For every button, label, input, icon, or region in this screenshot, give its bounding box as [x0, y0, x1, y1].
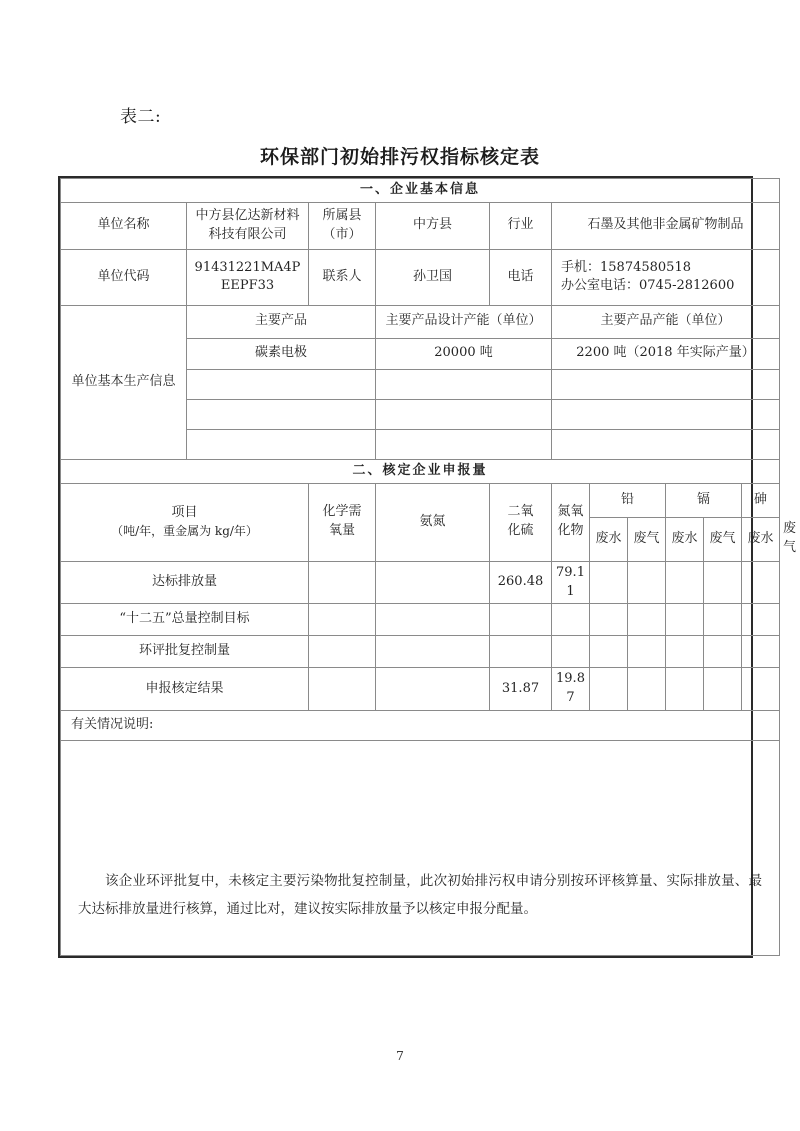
cell-pb-water-2	[590, 636, 628, 668]
cell-ammonia-1	[376, 604, 490, 636]
col-header-so2	[490, 483, 552, 561]
col-header-nox	[552, 483, 590, 561]
col-header-cadmium-water: 废水	[666, 517, 704, 561]
col-header-cadmium-gas: 废气	[704, 517, 742, 561]
county-label: 所属县（市）	[309, 202, 376, 249]
table-row	[61, 604, 780, 636]
production-design-1	[376, 369, 552, 399]
cell-as-water-2	[742, 636, 780, 668]
cell-ammonia-3	[376, 668, 490, 711]
contact-value: 孙卫国	[376, 249, 490, 305]
phone-value-cell	[552, 249, 780, 305]
cell-pb-gas-2	[628, 636, 666, 668]
col-header-lead-water: 废水	[590, 517, 628, 561]
cell-so2-3: 31.87	[490, 668, 552, 711]
table-row-unit-name	[61, 202, 780, 249]
production-design-3	[376, 429, 552, 459]
cell-nox-1	[552, 604, 590, 636]
production-design-0: 20000 吨	[376, 338, 552, 369]
cell-cd-water-0	[666, 561, 704, 604]
section-two-header-row-1	[61, 483, 780, 517]
notes-body-row	[61, 741, 780, 956]
cell-cod-1	[309, 604, 376, 636]
cell-so2-0: 260.48	[490, 561, 552, 604]
section-one-heading: 一、企业基本信息	[61, 179, 780, 203]
production-product-1	[187, 369, 376, 399]
cell-nox-3: 19.87	[552, 668, 590, 711]
main-table	[60, 178, 797, 956]
col-header-arsenic: 砷	[742, 483, 780, 517]
cell-ammonia-0	[376, 561, 490, 604]
notes-body-cell	[61, 741, 780, 956]
col-header-so2-line2: 化硫	[507, 523, 534, 539]
cell-pb-water-1	[590, 604, 628, 636]
production-design-2	[376, 399, 552, 429]
page-title: 环保部门初始排污权指标核定表	[259, 146, 540, 168]
cell-cd-gas-3	[704, 668, 742, 711]
table-row	[61, 668, 780, 711]
production-product-3	[187, 429, 376, 459]
cell-as-water-0	[742, 561, 780, 604]
section-two-heading-row	[61, 459, 780, 483]
cell-nox-0: 79.11	[552, 561, 590, 604]
table-row-unit-code	[61, 249, 780, 305]
col-header-lead: 铅	[590, 483, 666, 517]
col-header-cod-line1: 化学需	[322, 504, 362, 520]
col-header-so2-line1: 二氧	[507, 504, 534, 520]
cell-so2-2	[490, 636, 552, 668]
row-label-standard-emission: 达标排放量	[61, 561, 309, 604]
col-header-nox-line2: 化物	[557, 523, 584, 539]
cell-so2-1	[490, 604, 552, 636]
production-actual-0: 2200 吨（2018 年实际产量）	[552, 338, 780, 369]
unit-code-label: 单位代码	[61, 249, 187, 305]
unit-name-label: 单位名称	[61, 202, 187, 249]
cell-cd-gas-2	[704, 636, 742, 668]
unit-code-value: 91431221MA4PEEPF33	[187, 249, 309, 305]
col-header-nox-line1: 氮氧	[557, 504, 584, 520]
notes-text: 该企业环评批复中，未核定主要污染物批复控制量，此次初始排污权申请分别按环评核算量、实际排放量、最大达标排放量进行核算，通过比对，建议按实际排放量予以核定申报分配量。	[78, 872, 762, 917]
main-table-container	[58, 176, 797, 958]
phone-label: 电话	[490, 249, 552, 305]
notes-heading-row	[61, 711, 780, 741]
cell-cod-0	[309, 561, 376, 604]
col-header-cod	[309, 483, 376, 561]
production-product-0: 碳素电极	[187, 338, 376, 369]
section-two-header-row-2: 废水 废气 废水 废气 废水 废气	[61, 517, 780, 561]
table-row	[61, 561, 780, 604]
unit-name-value: 中方县亿达新材料科技有限公司	[187, 202, 309, 249]
production-col-product: 主要产品	[187, 305, 376, 338]
cell-pb-gas-3	[628, 668, 666, 711]
cell-cd-water-1	[666, 604, 704, 636]
row-label-125-target: “十二五”总量控制目标	[61, 604, 309, 636]
section-one-heading-row	[61, 179, 780, 203]
production-col-capacity: 主要产品产能（单位）	[552, 305, 780, 338]
production-actual-2	[552, 399, 780, 429]
col-header-ammonia: 氨氮	[376, 483, 490, 561]
cell-cd-water-3	[666, 668, 704, 711]
cell-pb-water-0	[590, 561, 628, 604]
row-label-eia-approval: 环评批复控制量	[61, 636, 309, 668]
cell-pb-water-3	[590, 668, 628, 711]
contact-label: 联系人	[309, 249, 376, 305]
table-label: 表二:	[120, 107, 162, 127]
production-header-row	[61, 305, 780, 338]
production-info-label: 单位基本生产信息	[61, 305, 187, 459]
production-product-2	[187, 399, 376, 429]
cell-ammonia-2	[376, 636, 490, 668]
col-header-lead-gas: 废气	[628, 517, 666, 561]
production-actual-3	[552, 429, 780, 459]
col-header-item	[61, 483, 309, 561]
col-header-cadmium: 镉	[666, 483, 742, 517]
production-col-design-capacity: 主要产品设计产能（单位）	[376, 305, 552, 338]
cell-cod-3	[309, 668, 376, 711]
col-header-item-line1: 项目	[171, 505, 198, 521]
cell-as-water-3	[742, 668, 780, 711]
cell-as-water-1	[742, 604, 780, 636]
cell-pb-gas-1	[628, 604, 666, 636]
col-header-item-line2: （吨/年，重金属为 kg/年）	[111, 523, 258, 538]
cell-pb-gas-0	[628, 561, 666, 604]
phone-mobile: 手机：15874580518	[561, 259, 691, 275]
page-number: 7	[396, 1048, 404, 1063]
section-two-heading: 二、核定企业申报量	[61, 459, 780, 483]
cell-cd-gas-1	[704, 604, 742, 636]
table-row	[61, 636, 780, 668]
cell-cd-gas-0	[704, 561, 742, 604]
industry-value: 石墨及其他非金属矿物制品	[552, 202, 780, 249]
row-label-declared-result: 申报核定结果	[61, 668, 309, 711]
production-actual-1	[552, 369, 780, 399]
cell-nox-2	[552, 636, 590, 668]
notes-heading: 有关情况说明:	[61, 711, 780, 741]
county-value: 中方县	[376, 202, 490, 249]
col-header-arsenic-water: 废水	[742, 517, 780, 561]
cell-cod-2	[309, 636, 376, 668]
industry-label: 行业	[490, 202, 552, 249]
cell-cd-water-2	[666, 636, 704, 668]
phone-office: 办公室电话：0745-2812600	[561, 278, 735, 294]
col-header-cod-line2: 氧量	[328, 523, 355, 539]
